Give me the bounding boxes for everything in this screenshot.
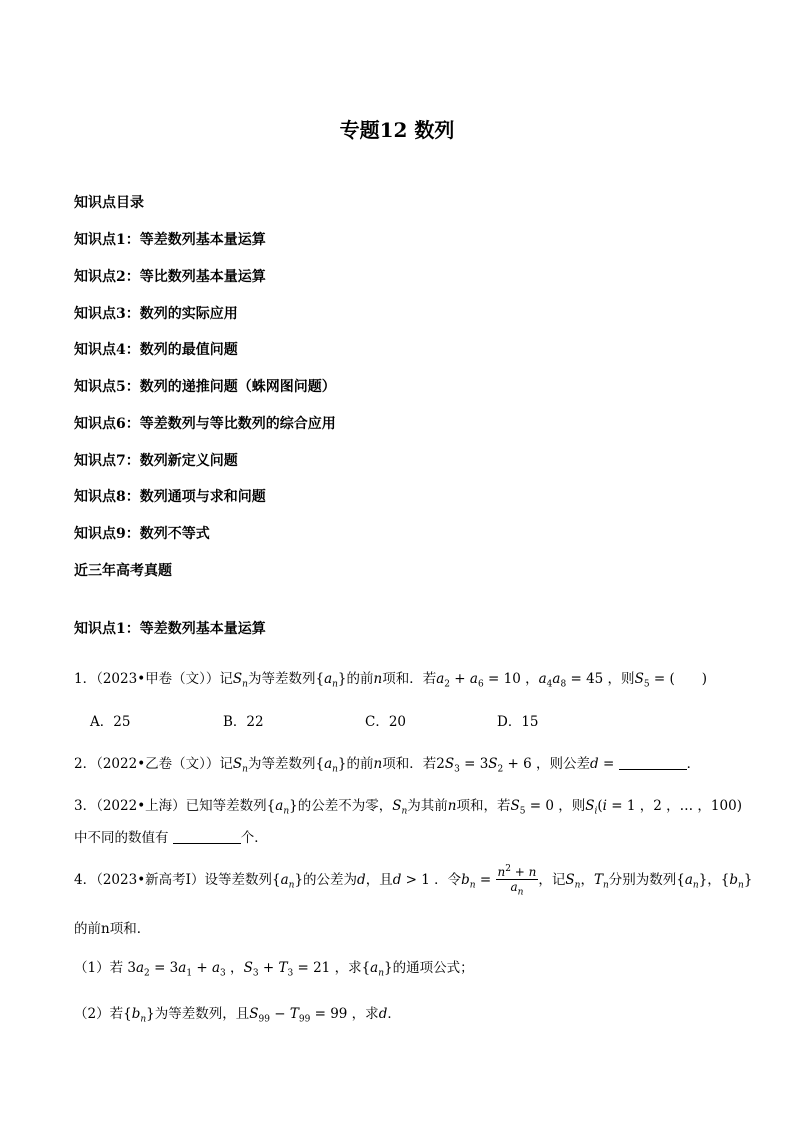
toc-item-6: 知识点6：等差数列与等比数列的综合应用 xyxy=(74,416,336,432)
option-c: C．20 xyxy=(365,714,407,730)
answer-blank xyxy=(619,757,687,770)
toc-item-2: 知识点2：等比数列基本量运算 xyxy=(74,269,266,285)
section-heading-1: 知识点1：等差数列基本量运算 xyxy=(74,621,266,637)
question-4-part-1: （1）若 $3a_2 = 3a_1 + a_3$ ，$S_3 + T_3 = 21$ ，求$\{a_n\}$的通项公式； xyxy=(74,960,474,979)
question-2: 2．（2022•乙卷（文））记$S_n$为等差数列$\{a_n\}$的前n项和．若$2S_3 = 3S_2 + 6$ ，则公差d = ． xyxy=(74,756,701,775)
page-title: 专题12 数列 xyxy=(339,118,455,142)
toc-item-4: 知识点4：数列的最值问题 xyxy=(74,342,238,358)
option-a: A．25 xyxy=(90,714,131,730)
fraction: $\frac{n^2 + n}{a_n}$ xyxy=(497,864,537,898)
toc-item-7: 知识点7：数列新定义问题 xyxy=(74,453,238,469)
toc-item-9: 知识点9：数列不等式 xyxy=(74,526,210,542)
toc-item-1: 知识点1：等差数列基本量运算 xyxy=(74,232,266,248)
option-b: B．22 xyxy=(223,714,264,730)
answer-blank xyxy=(173,831,241,844)
question-3-line-2: 中不同的数值有 个． xyxy=(74,830,268,846)
toc-item-5: 知识点5：数列的递推问题（蛛网图问题） xyxy=(74,379,336,395)
toc-last: 近三年高考真题 xyxy=(74,563,172,579)
question-4-part-2: （2）若$\{b_n\}$为等差数列，且$S_{99} - T_{99} = 99$ ，求d． xyxy=(74,1006,401,1025)
question-4: 4．（2023•新高考Ⅰ）设等差数列$\{a_n\}$的公差为d，且d > 1 ．令$b_n$ = $\frac{n^2 + n}{a_n}$ ，记$S_n$，$T_n$分别为数列$\{a_n\}$，$\{b_n\}$ xyxy=(74,864,753,898)
question-1: 1．（2023•甲卷（文））记$S_n$为等差数列$\{a_n\}$的前n项和．若$a_2 + a_6 = 10$ ，$a_4a_8 = 45$ ，则$S_5$ = ( ) xyxy=(74,671,707,690)
option-d: D．15 xyxy=(497,714,539,730)
toc-item-3: 知识点3：数列的实际应用 xyxy=(74,306,238,322)
question-4-line-2: 的前n项和． xyxy=(74,921,151,937)
toc-item-8: 知识点8：数列通项与求和问题 xyxy=(74,489,266,505)
question-3: 3．（2022•上海）已知等差数列$\{a_n\}$的公差不为零，$S_n$为其前n项和，若$S_5 = 0$ ，则$S_i(i = 1$ ，2 ，… ，100) xyxy=(74,798,742,817)
toc-heading: 知识点目录 xyxy=(74,195,144,211)
